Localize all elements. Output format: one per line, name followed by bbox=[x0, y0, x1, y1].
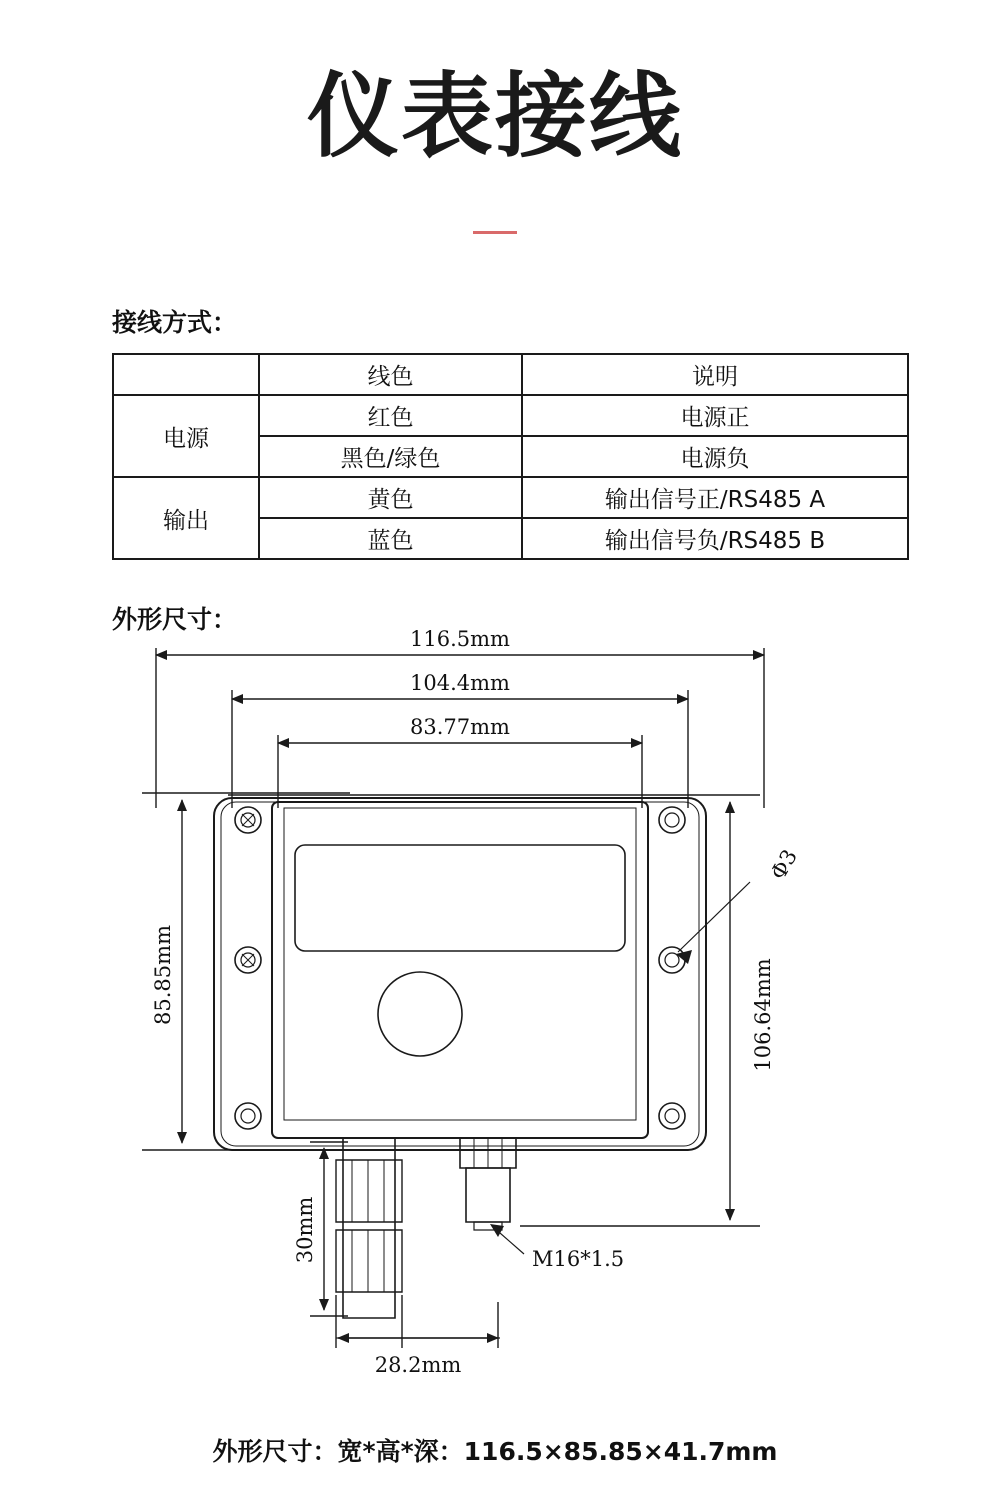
table-row bbox=[113, 477, 908, 518]
wiring-color-output-negative: 蓝色 bbox=[259, 518, 522, 559]
sensor-opening-circle bbox=[378, 972, 462, 1056]
wiring-group-power: 电源 bbox=[113, 395, 259, 477]
table-row bbox=[113, 395, 908, 436]
dim-label-height-right: 106.64mm bbox=[751, 958, 775, 1072]
footer-dimensions-summary: 外形尺寸：宽*高*深：116.5×85.85×41.7mm bbox=[212, 1437, 778, 1466]
page-title: 仪表接线 bbox=[306, 63, 683, 170]
wiring-header-blank bbox=[113, 354, 259, 395]
hole-cross-marks bbox=[242, 814, 254, 966]
wiring-section-label: 接线方式： bbox=[112, 308, 238, 337]
wiring-header-color: 线色 bbox=[259, 354, 522, 395]
dimensions-section-label: 外形尺寸： bbox=[112, 605, 238, 634]
enclosure-flange-outline bbox=[214, 798, 706, 1150]
wiring-desc-power-negative: 电源负 bbox=[522, 436, 908, 477]
display-window bbox=[295, 845, 625, 951]
leader-line-hole-diameter bbox=[678, 882, 750, 952]
dim-label-probe-width: 28.2mm bbox=[374, 1353, 462, 1377]
wiring-color-power-negative: 黑色/绿色 bbox=[259, 436, 522, 477]
wiring-desc-power-positive: 电源正 bbox=[522, 395, 908, 436]
cable-gland bbox=[460, 1138, 516, 1230]
dim-label-height-left: 85.85mm bbox=[151, 925, 175, 1025]
wiring-group-output: 输出 bbox=[113, 477, 259, 559]
product-dimension-drawing bbox=[100, 630, 890, 1420]
probe-assembly bbox=[336, 1138, 402, 1318]
dim-label-width-outer: 116.5mm bbox=[410, 630, 510, 651]
wiring-header-desc: 说明 bbox=[522, 354, 908, 395]
enclosure-body-outline bbox=[272, 802, 648, 1138]
table-row bbox=[113, 354, 908, 395]
dim-label-width-inner: 83.77mm bbox=[410, 715, 510, 739]
wiring-table bbox=[112, 353, 909, 560]
dim-label-hole-diameter: Φ3 bbox=[765, 845, 802, 884]
wiring-color-output-positive: 黄色 bbox=[259, 477, 522, 518]
enclosure-body-inner-outline bbox=[284, 808, 636, 1120]
title-underline-divider bbox=[473, 231, 517, 234]
wiring-desc-output-positive: 输出信号正/RS485 A bbox=[522, 477, 908, 518]
wiring-desc-output-negative: 输出信号负/RS485 B bbox=[522, 518, 908, 559]
dim-label-cable-gland: M16*1.5 bbox=[532, 1247, 625, 1271]
enclosure-flange-inner-outline bbox=[221, 802, 699, 1146]
wiring-color-power-positive: 红色 bbox=[259, 395, 522, 436]
dim-label-probe-length: 30mm bbox=[293, 1196, 317, 1264]
mounting-holes bbox=[235, 807, 685, 1129]
dim-label-width-mid: 104.4mm bbox=[410, 671, 510, 695]
